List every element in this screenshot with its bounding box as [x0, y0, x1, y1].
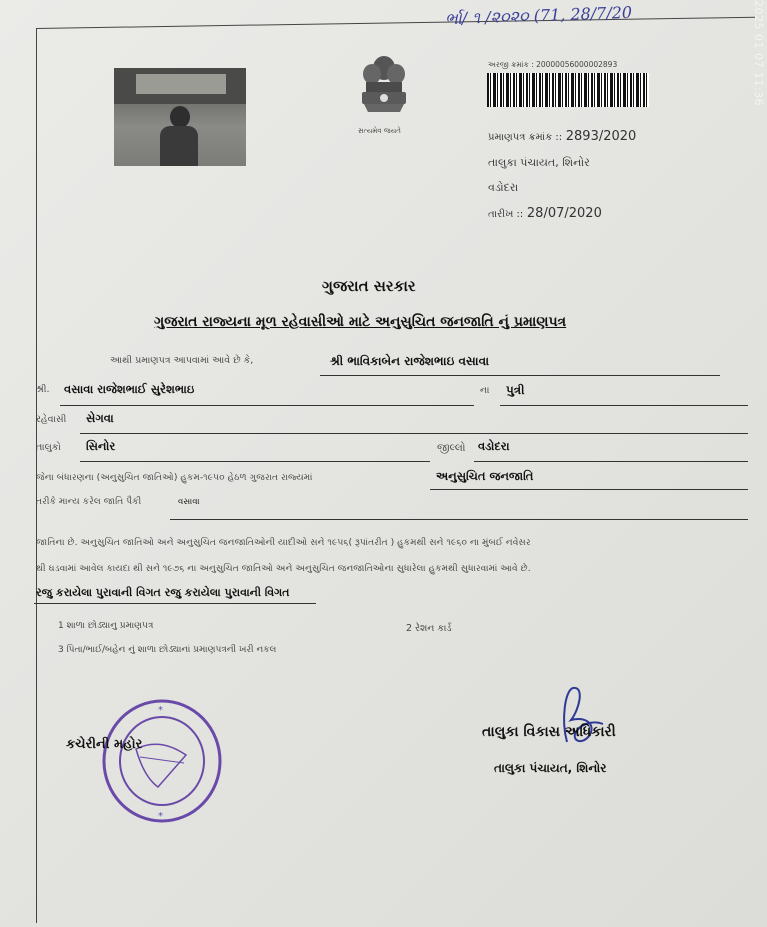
document-subtitle: ગુજરાત રાજ્યના મૂળ રહેવાસીઓ માટે અનુસુચિત જનજાતિ નું પ્રમાણપત્ર [154, 314, 567, 330]
officer-office: તાલુકા પંચાયત, શિનોર [494, 761, 607, 775]
caste-value: વસાવા [178, 497, 200, 507]
evidence-item: 1 શાળા છોડ્યાનુ પ્રમાણપત્ર [58, 621, 154, 631]
intro-label: આથી પ્રમાણપત્ર આપવામાં આવે છે કે, [110, 355, 254, 366]
rule [170, 519, 748, 520]
issue-date: તારીખ :: 28/07/2020 [488, 206, 602, 221]
rule [500, 405, 748, 406]
top-border [36, 17, 756, 29]
document-title: ગુજરાત સરકાર [322, 277, 416, 295]
paragraph-line-2: થી ઘડવામાં આવેલ કાયદા થી સને ૧૯૭૬ ના અનુસુચિત જાતિઓ અને અનુસુચિત જનજાતિઓના સુધારેલા હુકમથી સુધારવામાં આવે છે. [36, 563, 531, 574]
paragraph-line-1: જાતિના છે. અનુસુચિત જાતિઓ અને અનુસુચિત જનજાતિઓની યાદીઓ સને ૧૯૫૬( રૂપાંતરીત ) હુકમથી સને ૧૯૬૦ ના મુંબઈ નવેસર [36, 537, 531, 548]
evidence-item: 3 પિતા/ભાઈ/બહેન નું શાળા છોડ્યાનાં પ્રમાણપત્રની ખરી નકલ [58, 645, 277, 655]
emblem-motto: સત્યમેવ જયતે [358, 127, 401, 135]
handwritten-note: ર્ભા/ ૧ /૨૦૨૦ (71, 28/7/20 [444, 2, 633, 29]
certificate-number: પ્રમાણપત્ર ક્રમાંક :: 2893/2020 [488, 129, 637, 144]
svg-text:*: * [158, 705, 163, 716]
applicant-photo [114, 68, 246, 166]
rule [60, 405, 474, 406]
issuing-office: તાલુકા પંચાયત, શિનોર [488, 156, 590, 169]
state-emblem [352, 52, 416, 134]
rule [430, 489, 748, 490]
evidence-item: 2 રેશન કાર્ડ [406, 623, 452, 634]
serial-value: 20000056000002893 [536, 60, 618, 69]
taluka-value: સિનોર [86, 439, 116, 453]
rule [80, 433, 748, 434]
svg-text:*: * [158, 811, 163, 822]
rule [474, 461, 748, 462]
photo-timestamp: 2025 01 07 11:36 [752, 0, 765, 107]
beneficiary-name: શ્રી ભાવિકાબેન રાજેશભાઇ વસાવા [330, 354, 490, 368]
relation-joiner: ના [480, 385, 490, 396]
residence-value: સેગવા [86, 411, 114, 425]
relation: પુત્રી [506, 383, 525, 397]
taluka-label: તાલુકો [36, 442, 61, 453]
issuing-district: વડોદરા [488, 181, 519, 194]
serial-label: અરજી ક્રમાંક : 20000056000002893 [488, 60, 618, 69]
seal-label: કચેરીની મહોર [66, 737, 143, 752]
parent-prefix: શ્રી. [36, 384, 50, 395]
barcode [487, 73, 649, 107]
rule [320, 375, 720, 376]
residence-label: રહેવાસી [36, 414, 67, 425]
district-label: જીલ્લો [437, 442, 466, 454]
officer-title: તાલુકા વિકાસ અધિકારી [482, 724, 616, 740]
rule [34, 603, 316, 604]
order-label: જેના બંધારણના (અનુસુચિત જાતિઓ) હુકમ-૧૯૫૦ હેઠળ ગુજરાત રાજ્યમાં [36, 472, 313, 483]
category-value: અનુસુચિત જનજાતિ [436, 469, 534, 483]
certificate-number-value: 2893/2020 [565, 129, 637, 144]
district-value: વડોદરા [478, 439, 510, 453]
parent-name: વસાવા રાજેશભાઈ સુરેશભાઇ [64, 382, 195, 396]
office-seal [100, 697, 226, 827]
evidence-heading: રજુ કરાયેલા પુરાવાની વિગત રજુ કરાયેલા પુરાવાની વિગત [36, 586, 290, 599]
issue-date-value: 28/07/2020 [526, 206, 602, 221]
rule [80, 461, 430, 462]
caste-label: તરીકે માન્ય કરેલ જાતિ પૈકી [36, 496, 142, 507]
